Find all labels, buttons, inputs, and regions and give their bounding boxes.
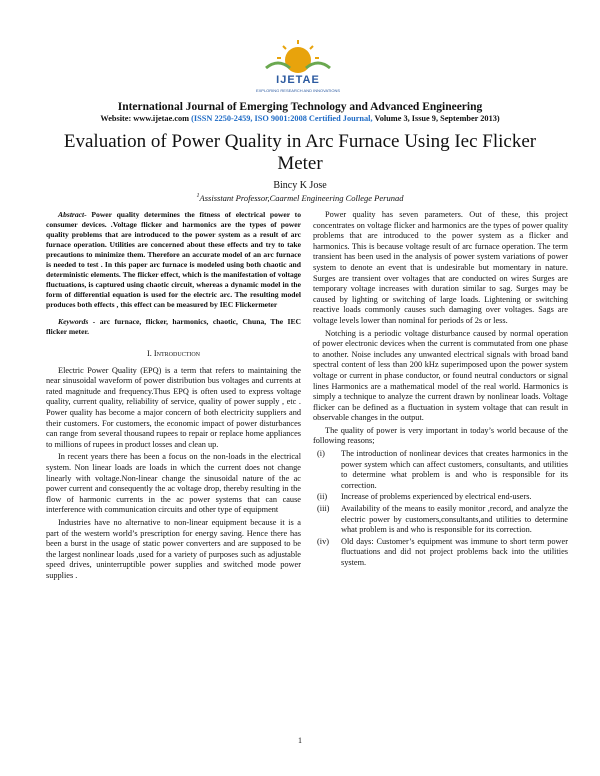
reasons-list [313,449,568,569]
right-column [313,210,568,570]
list-item-text: Increase of problems experienced by electrical end-users. [341,492,532,502]
paragraph: The quality of power is very important in today’s world because of the following reasons; [313,425,568,446]
section-title: Introduction [153,349,200,358]
list-item [313,537,568,569]
website-label[interactable]: Website: www.ijetae.com [100,114,190,123]
paragraph: Power quality has seven parameters. Out of these, this project concentrates on voltage flicker and harmonics are the types of power quality problems that are introduced to the power system as a flicker and harmonics. This is because voltage result of arc furnace operation. The term transient has been used in the analysis of power system variations of power system to denote an event that is undesirable but momentary in nature. Surges are transient over voltages that are conducted on wires Surges are temporary voltage increases with duration similar to sag. Surges may be caused by lighting or switching of large loads. Lightening or switching reactive loads commonly causes such damaging over voltages. Sags are voltage levels lower than nominal for periods of 2s or less. [313,210,568,325]
section-number: I. [146,349,152,358]
sun-logo-icon [258,38,338,78]
abstract-text: Power quality determines the fitness of electrical power to consumer devices. .Voltage flicker and harmonics are the types of power quality problems that are introduced to the power system as a result of arc furnace operation. Utilities are concerned about these effects and try to take precautions to minimize them. Therefore an accurate model of an arc furnace is needed to test . In this paper arc furnace is modeled using both chaotic and deterministic elements. The flicker effect, which is the manifestation of voltage fluctuations, is captured using chaotic circuit, whereas a dynamic model in the form of differential equation is used for the electric arc. The resulting model produces both effects , this effect can be measured by IEC Flickermeter [46,210,301,309]
author-affiliation [0,193,600,203]
affiliation-text: Assisstant Professor,Caarmel Engineering College Perunad [199,193,404,203]
section-heading-introduction [46,349,301,360]
list-item [313,449,568,491]
paper-title: Evaluation of Power Quality in Arc Furnace Using Iec Flicker Meter [63,131,537,174]
list-item-number: (iii) [317,504,330,514]
affiliation-superscript: 1 [196,193,200,200]
paragraph: Electric Power Quality (EPQ) is a term that refers to maintaining the near sinusoidal waveform of power distribution bus voltages and currents at rated magnitude and frequency.Thus EPQ is often used to express voltage quality, current quality, reliability of service, quality of power supply , etc . Power quality has become a major concern of both electricity suppliers and their customers. For customers, the economic impact of power disturbances can range from several thousand rupees to repair or replace home appliances to millions of rupees in product losses and clean up. [46,365,301,449]
list-item [313,492,568,503]
list-item-text: Old days: Customer’s equipment was immune to short term power fluctuations and did not project problems back into the utilities system. [341,536,568,567]
logo-acronym: IJETAE [276,74,320,86]
keywords-text: arc furnace, flicker, harmonics, chaotic, Chuna, The IEC flicker meter. [46,317,301,336]
logo-tagline: EXPLORING RESEARCH AND INNOVATIONS [255,88,341,93]
list-item [313,504,568,536]
issn-info: (ISSN 2250-2459, ISO 9001:2008 Certified Journal, [191,114,373,123]
paragraph: In recent years there has been a focus on the non-loads in the electrical system. Non linear loads are loads in which the current does not change linearly with voltage.Non-linear change the sinusoidal nature of the ac power current and consequently the ac voltage drop, thereby resulting in the flow of harmonic currents in the ac power systems that can cause interference with communication circuits and other type of equipment [46,452,301,515]
list-item-number: (i) [317,449,325,459]
list-item-number: (ii) [317,492,328,502]
paragraph: Industries have no alternative to non-linear equipment because it is a part of the western world’s prescription for energy saving. Hence there has been a burst in the usage of static power converters and are supposed to be the largest nonlinear loads ,used for a variety of purposes such as adjustable speed drives, uninterruptible power supplies and switched mode power supplies . [46,517,301,580]
list-item-text: The introduction of nonlinear devices that creates harmonics in the power system which can affect customers, consultants, and utilities to determine what problem is and who is responsible for its correction. [341,449,568,490]
abstract [46,210,301,310]
volume-info: Volume 3, Issue 9, September 2013) [374,114,500,123]
abstract-label: Abstract- [58,210,87,219]
page-number: 1 [298,736,302,745]
keywords-label: Keywords - [58,317,96,326]
journal-info [0,114,600,123]
list-item-text: Availability of the means to easily monitor ,record, and analyze the electric power by customers,consultants,and utilities to determine what problem is and who is responsible for its correction. [341,504,568,535]
keywords [46,317,301,337]
journal-name: International Journal of Emerging Technology and Advanced Engineering [117,101,483,113]
left-column [46,210,301,583]
author-name: Bincy K Jose [273,180,327,191]
paragraph: Notching is a periodic voltage disturbance caused by normal operation of power electronic devices when the current is commutated from one phase to another. Noise includes any unwanted electrical signals with broad band spectral content of less than 200 kHz superimposed upon the power system voltage or current in phase conductor, or found neutral conductors or signal lines Harmonics are a mathematical model of the real world. Harmonics is simply a technique to analyze the current drawn by nonlinear loads. Voltage flicker can be defined as a fluctuation in system voltage that can result in observable changes in the output. [313,328,568,423]
list-item-number: (iv) [317,536,329,546]
